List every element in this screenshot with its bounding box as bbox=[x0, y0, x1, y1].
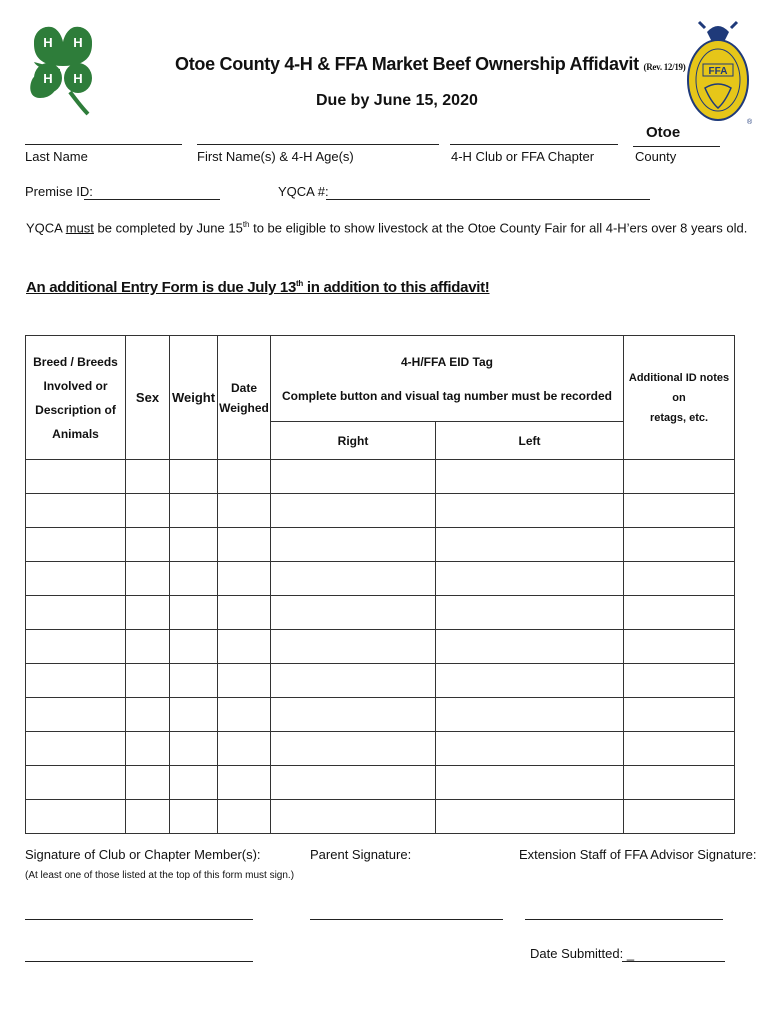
table-row bbox=[26, 698, 735, 732]
table-cell[interactable] bbox=[170, 732, 218, 766]
table-cell[interactable] bbox=[218, 664, 271, 698]
clover-letter: H bbox=[73, 35, 83, 50]
table-cell[interactable] bbox=[218, 596, 271, 630]
table-cell[interactable] bbox=[436, 596, 624, 630]
table-cell[interactable] bbox=[170, 766, 218, 800]
table-cell[interactable] bbox=[26, 698, 126, 732]
table-cell[interactable] bbox=[436, 766, 624, 800]
table-cell[interactable] bbox=[170, 596, 218, 630]
table-cell[interactable] bbox=[170, 528, 218, 562]
club-line[interactable] bbox=[450, 144, 618, 145]
table-cell[interactable] bbox=[271, 494, 436, 528]
table-cell[interactable] bbox=[170, 630, 218, 664]
table-cell[interactable] bbox=[26, 460, 126, 494]
parent-signature-label: Parent Signature: bbox=[310, 847, 412, 862]
ffa-letters: FFA bbox=[708, 66, 728, 77]
breed-header-line: Description of bbox=[35, 402, 116, 417]
table-cell[interactable] bbox=[624, 732, 735, 766]
table-cell[interactable] bbox=[218, 766, 271, 800]
yqca-label: YQCA #: bbox=[278, 184, 329, 199]
table-cell[interactable] bbox=[436, 664, 624, 698]
member-signature-note: (At least one of those listed at the top of this form must sign.) bbox=[25, 870, 295, 881]
last-name-label: Last Name bbox=[25, 149, 88, 164]
due-date: Due by June 15, 2020 bbox=[316, 92, 478, 109]
table-row bbox=[26, 732, 735, 766]
table-cell[interactable] bbox=[170, 800, 218, 834]
yqca-notice bbox=[26, 220, 747, 235]
date-weighed-header bbox=[218, 336, 271, 460]
table-cell[interactable] bbox=[436, 562, 624, 596]
table-row bbox=[26, 766, 735, 800]
table-row bbox=[26, 664, 735, 698]
table-cell[interactable] bbox=[624, 630, 735, 664]
table-cell[interactable] bbox=[271, 800, 436, 834]
yqca-line[interactable] bbox=[326, 199, 650, 200]
table-cell[interactable] bbox=[436, 698, 624, 732]
date-submitted-label: Date Submitted: _ bbox=[530, 946, 635, 961]
eid-title: 4-H/FFA EID Tag bbox=[400, 354, 493, 369]
weight-header: Weight bbox=[170, 336, 218, 460]
notice-text: to be eligible to show livestock at the Otoe County Fair for all 4-H’ers over 8 years old. bbox=[249, 220, 748, 236]
last-name-line[interactable] bbox=[25, 144, 182, 145]
county-line[interactable] bbox=[633, 146, 720, 147]
table-row bbox=[26, 562, 735, 596]
table-row bbox=[26, 596, 735, 630]
table-cell[interactable] bbox=[218, 630, 271, 664]
breed-header-line: Involved or bbox=[43, 378, 108, 393]
table-cell[interactable] bbox=[436, 630, 624, 664]
county-label: County bbox=[635, 149, 677, 164]
date-header-line: Date bbox=[230, 380, 257, 395]
table-cell[interactable] bbox=[624, 698, 735, 732]
table-cell[interactable] bbox=[170, 562, 218, 596]
date-header-line: Weighed bbox=[219, 400, 269, 415]
table-cell[interactable] bbox=[126, 596, 170, 630]
parent-signature-line[interactable] bbox=[310, 919, 503, 920]
table-cell[interactable] bbox=[126, 664, 170, 698]
table-cell[interactable] bbox=[26, 630, 126, 664]
notice-text: YQCA bbox=[26, 220, 66, 236]
table-cell[interactable] bbox=[26, 664, 126, 698]
table-cell[interactable] bbox=[26, 562, 126, 596]
warning-sup: th bbox=[296, 279, 303, 288]
notes-header-line: Additional ID notes on bbox=[628, 371, 730, 404]
table-cell[interactable] bbox=[26, 800, 126, 834]
left-tag-header: Left bbox=[436, 422, 624, 460]
table-row bbox=[26, 460, 735, 494]
table-cell[interactable] bbox=[271, 732, 436, 766]
ffa-emblem-logo bbox=[685, 18, 751, 128]
breed-header bbox=[26, 336, 126, 460]
table-row bbox=[26, 630, 735, 664]
table-cell[interactable] bbox=[271, 630, 436, 664]
table-cell[interactable] bbox=[218, 460, 271, 494]
4h-clover-logo bbox=[30, 22, 96, 118]
table-cell[interactable] bbox=[26, 596, 126, 630]
revision-label: (Rev. 12/19) bbox=[643, 62, 686, 72]
table-cell[interactable] bbox=[218, 732, 271, 766]
table-cell[interactable] bbox=[218, 698, 271, 732]
staff-signature-label: Extension Staff of FFA Advisor Signature: bbox=[519, 847, 757, 862]
date-submitted-line[interactable] bbox=[622, 961, 725, 962]
table-cell[interactable] bbox=[26, 732, 126, 766]
table-cell[interactable] bbox=[218, 800, 271, 834]
clover-letter: H bbox=[73, 71, 83, 86]
table-cell[interactable] bbox=[271, 596, 436, 630]
table-row bbox=[26, 800, 735, 834]
table-row bbox=[26, 528, 735, 562]
table-cell[interactable] bbox=[624, 766, 735, 800]
county-value: Otoe bbox=[646, 124, 681, 141]
sex-header: Sex bbox=[126, 336, 170, 460]
table-cell[interactable] bbox=[218, 528, 271, 562]
warning-text: An additional Entry Form is due July 13 bbox=[26, 279, 297, 296]
notes-header bbox=[624, 336, 735, 460]
member-signature-line-2[interactable] bbox=[25, 961, 253, 962]
notice-sup: th bbox=[242, 220, 250, 229]
table-cell[interactable] bbox=[218, 562, 271, 596]
entry-form-warning bbox=[26, 279, 490, 296]
title-text: Otoe County 4-H & FFA Market Beef Ownership Affidavit bbox=[175, 54, 639, 74]
member-signature-label: Signature of Club or Chapter Member(s): bbox=[25, 847, 261, 862]
table-cell[interactable] bbox=[624, 528, 735, 562]
table-cell[interactable] bbox=[271, 766, 436, 800]
right-tag-header: Right bbox=[271, 422, 436, 460]
table-cell[interactable] bbox=[126, 698, 170, 732]
first-name-line[interactable] bbox=[197, 144, 439, 145]
table-cell[interactable] bbox=[436, 460, 624, 494]
table-cell[interactable] bbox=[218, 494, 271, 528]
table-cell[interactable] bbox=[436, 528, 624, 562]
table-cell[interactable] bbox=[126, 562, 170, 596]
table-row bbox=[26, 494, 735, 528]
table-cell[interactable] bbox=[624, 664, 735, 698]
table-cell[interactable] bbox=[126, 800, 170, 834]
table-cell[interactable] bbox=[170, 698, 218, 732]
notes-header-line: retags, etc. bbox=[649, 411, 709, 424]
table-cell[interactable] bbox=[26, 528, 126, 562]
table-cell[interactable] bbox=[170, 664, 218, 698]
premise-id-line[interactable] bbox=[84, 199, 220, 200]
table-cell[interactable] bbox=[624, 460, 735, 494]
registered-mark: ® bbox=[747, 119, 753, 126]
table-cell[interactable] bbox=[126, 630, 170, 664]
table-cell[interactable] bbox=[170, 494, 218, 528]
notice-must: must bbox=[65, 220, 94, 236]
notice-text: be completed by June 15 bbox=[93, 220, 243, 236]
club-label: 4-H Club or FFA Chapter bbox=[451, 149, 595, 164]
clover-letter: H bbox=[43, 35, 53, 50]
breed-header-line: Breed / Breeds bbox=[33, 354, 118, 369]
table-cell[interactable] bbox=[126, 732, 170, 766]
table-cell[interactable] bbox=[126, 494, 170, 528]
staff-signature-line[interactable] bbox=[525, 919, 723, 920]
table-cell[interactable] bbox=[26, 494, 126, 528]
warning-text: in addition to this affidavit! bbox=[302, 279, 490, 296]
animal-table bbox=[25, 335, 735, 834]
eid-subtitle: Complete button and visual tag number must be recorded bbox=[281, 388, 613, 403]
table-cell[interactable] bbox=[271, 460, 436, 494]
table-cell[interactable] bbox=[126, 766, 170, 800]
breed-header-line: Animals bbox=[52, 426, 99, 441]
eid-header bbox=[271, 336, 624, 422]
table-cell[interactable] bbox=[271, 664, 436, 698]
table-cell[interactable] bbox=[271, 528, 436, 562]
table-cell[interactable] bbox=[271, 562, 436, 596]
table-cell[interactable] bbox=[436, 494, 624, 528]
member-signature-line-1[interactable] bbox=[25, 919, 253, 920]
page-title bbox=[175, 54, 685, 75]
table-cell[interactable] bbox=[436, 732, 624, 766]
table-cell[interactable] bbox=[436, 800, 624, 834]
table-cell[interactable] bbox=[26, 766, 126, 800]
table-cell[interactable] bbox=[624, 800, 735, 834]
table-cell[interactable] bbox=[624, 494, 735, 528]
premise-id-label: Premise ID: bbox=[25, 184, 93, 199]
first-name-label: First Name(s) & 4-H Age(s) bbox=[197, 149, 354, 164]
table-cell[interactable] bbox=[624, 596, 735, 630]
table-cell[interactable] bbox=[271, 698, 436, 732]
table-cell[interactable] bbox=[126, 528, 170, 562]
table-cell[interactable] bbox=[624, 562, 735, 596]
table-cell[interactable] bbox=[170, 460, 218, 494]
clover-letter: H bbox=[43, 71, 53, 86]
table-cell[interactable] bbox=[126, 460, 170, 494]
